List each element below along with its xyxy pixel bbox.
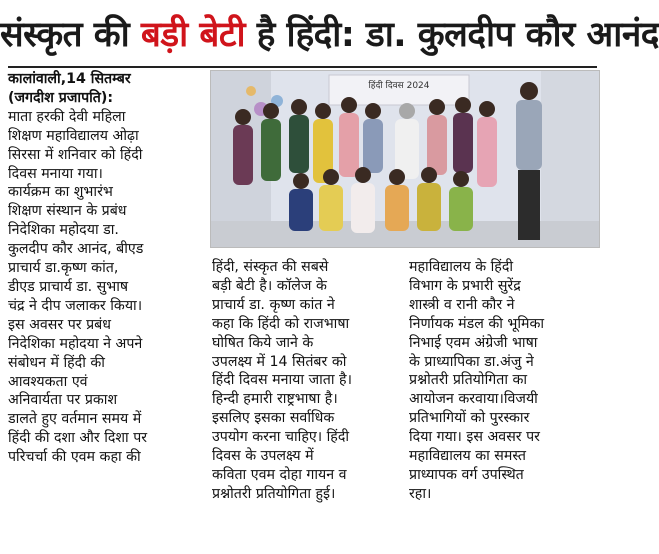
- article-line: दिया गया। इस अवसर पर: [409, 429, 540, 446]
- article-column-1: [8, 70, 204, 467]
- article-line: डालते हुए वर्तमान समय में: [8, 411, 142, 428]
- headline-part-3: है हिंदी: डा. कुलदीप कौर आनंद: [245, 15, 659, 55]
- article-line: चंद्र ने दीप जलाकर किया।: [8, 297, 143, 314]
- article-line: संबोधन में हिंदी की: [8, 354, 105, 371]
- article-line: हिंदी की दशा और दिशा पर: [8, 430, 148, 447]
- column-1-body: [8, 108, 204, 467]
- article-line: हिंदी, संस्कृत की सबसे: [212, 259, 329, 275]
- article-line: प्राचार्य डा.कृष्ण कांत,: [8, 260, 119, 277]
- article-line: प्रतिभागियों को पुरस्कार: [409, 410, 530, 427]
- article-line: बड़ी बेटी है। कॉलेज के: [212, 277, 327, 294]
- article-line: दिवस के उपलक्ष्य में: [212, 448, 314, 465]
- article-line: इस अवसर पर प्रबंध: [8, 316, 111, 333]
- article-line: आयोजन करवाया।विजयी: [409, 391, 538, 408]
- article-line: परिचर्चा की एवम कहा की: [8, 449, 141, 466]
- article-line: कुलदीप कौर आनंद, बीएड: [8, 241, 144, 258]
- article-line: निभाई एवम अंग्रेजी भाषा: [409, 334, 538, 351]
- article-line: हिंदी दिवस मनाया जाता है।: [212, 372, 352, 389]
- group-photo-illustration: [211, 71, 599, 247]
- article-line: कविता एवम दोहा गायन व: [212, 466, 347, 483]
- event-photo: [210, 70, 600, 248]
- dateline: कालांवाली,14 सितम्बर: [8, 71, 131, 87]
- article-line: के प्राध्यापिका डा.अंजु ने: [409, 353, 534, 370]
- article-line: घोषित किये जाने के: [212, 334, 314, 351]
- article-line: हिन्दी हमारी राष्ट्रभाषा है।: [212, 391, 338, 408]
- article-line: प्राध्यापक वर्ग उपस्थित: [409, 466, 524, 483]
- article-line: निर्णायक मंडल की भूमिका: [409, 315, 545, 332]
- banner-title: हिंदी दिवस 2024: [368, 81, 430, 91]
- article-line: प्रश्नोतरी प्रतियोगिता हुई।: [212, 485, 336, 502]
- article-line: दिवस मनाया गया।: [8, 165, 103, 182]
- headline: [0, 6, 659, 64]
- article-line: रहा।: [409, 485, 432, 502]
- article-line: उपलक्ष्य में 14 सितंबर को: [212, 353, 347, 370]
- article-line: शास्त्री व रानी कौर ने: [409, 296, 515, 313]
- article-line: अनिवार्यता पर प्रकाश: [8, 392, 118, 409]
- byline: (जगदीश प्रजापति):: [8, 89, 114, 106]
- article-line: निदेशिका महोदया ने अपने: [8, 335, 143, 352]
- article-column-2: [212, 258, 398, 504]
- article-line: निदेशिका महोदया डा.: [8, 222, 119, 239]
- headline-rule: [8, 66, 597, 68]
- article-line: इसलिए इसका सर्वाधिक: [212, 410, 335, 427]
- article-column-3: [409, 258, 599, 504]
- article-line: माता हरकी देवी महिला: [8, 108, 126, 125]
- article-line: महाविद्यालय का समस्त: [409, 448, 526, 465]
- article-line: शिक्षण महाविद्यालय ओढ़ा: [8, 127, 139, 144]
- headline-highlight: बड़ी बेटी: [140, 15, 246, 55]
- article-line: कार्यक्रम का शुभारंभ: [8, 184, 113, 201]
- article-line: प्राचार्य डा. कृष्ण कांत ने: [212, 296, 335, 313]
- article-line: विभाग के प्रभारी सुरेंद्र: [409, 277, 521, 294]
- headline-part-1: संस्कृत की: [0, 15, 141, 55]
- article-line: शिक्षण संस्थान के प्रबंध: [8, 203, 127, 220]
- article-line: प्रश्नोतरी प्रतियोगिता का: [409, 372, 528, 389]
- article-line: आवश्यकता एवं: [8, 373, 88, 390]
- article-line: डीएड प्राचार्य डा. सुभाष: [8, 278, 129, 295]
- article-line: कहा कि हिंदी को राजभाषा: [212, 315, 350, 332]
- article-line: उपयोग करना चाहिए। हिंदी: [212, 429, 350, 446]
- article-line: महाविद्यालय के हिंदी: [409, 259, 514, 275]
- article-line: सिरसा में शनिवार को हिंदी: [8, 146, 143, 163]
